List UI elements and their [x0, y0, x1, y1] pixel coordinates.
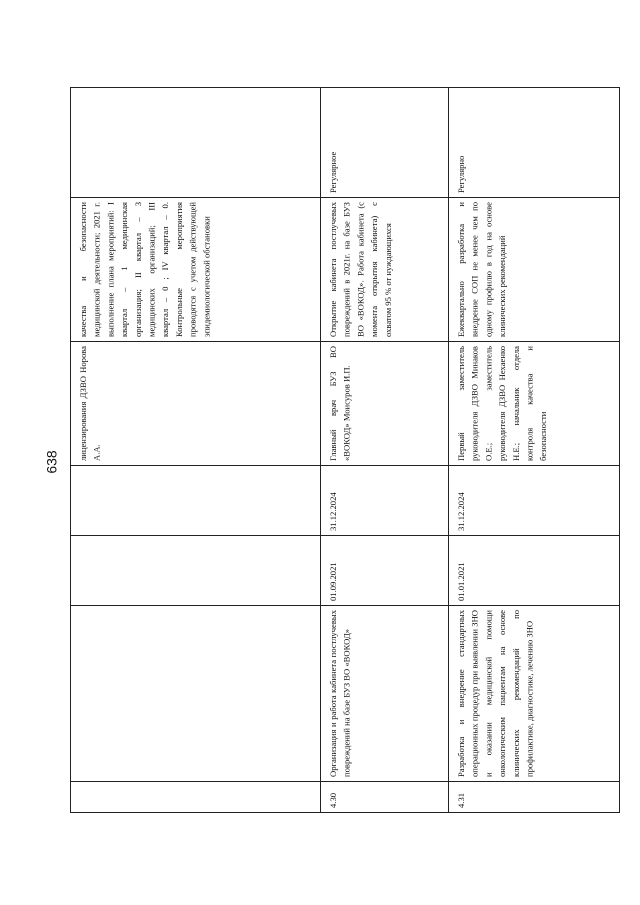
cell-start-date: 01.09.2021 — [321, 536, 448, 606]
cell-number: 4.30 — [328, 792, 338, 808]
cell-indicator: Ежеквартально разработка и внедрение СОП не менее чем по одному профилю в год на основе клинических рекомендаций — [449, 198, 619, 342]
cell-name — [71, 606, 320, 782]
cell-start-date — [71, 536, 320, 606]
cell-indicator: качества и безопасности медицинской деятельности; 2021 г. выполнение плана мероприятий: I квартал – 1 медицинская организация; II квартал – 3 медицинских организаций; III квартал – 0 ; IV квартал – 0. Контрольные мероприятия проводятся с учетом действующей эпидемиологической обстановки — [71, 198, 320, 342]
page-number: 638 — [43, 450, 60, 474]
cell-periodicity — [71, 88, 320, 198]
table-row — [71, 88, 321, 812]
cell-responsible: Главный врач БУЗ ВО «ВОКОД» Моисуров И.П. — [321, 342, 448, 466]
cell-end-date — [71, 466, 320, 536]
cell-start-date: 01.01.2021 — [449, 536, 619, 606]
cell-number — [71, 782, 320, 812]
cell-indicator: Открытие кабинета постлучевых повреждений в 2021г. на базе БУЗ ВО «ВОКОД». Работа кабинета (с момента открытия кабинета) с охватом 95 % от нуждающихся — [321, 198, 448, 342]
table-row — [321, 88, 449, 812]
cell-end-date: 31.12.2024 — [321, 466, 448, 536]
table-row — [449, 88, 619, 812]
plan-table — [70, 87, 620, 813]
cell-name: Организация и работа кабинета постлучевых повреждений на базе БУЗ ВО «ВОКОД» — [321, 606, 448, 782]
cell-responsible: Первый заместитель руководителя ДЗВО Минаков О.Е.; заместитель руководителя ДЗВО Нехаенко Н.Е.; начальник отдела контроля качества и безопасности — [449, 342, 619, 466]
cell-end-date: 31.12.2024 — [449, 466, 619, 536]
cell-name: Разработка и внедрение стандартных операционных процедур при выявлении ЗНО и оказании медицинской помощи онкологическим пациентам на основе клинических рекомендаций по профилактике, диагностике, лечению ЗНО — [449, 606, 619, 782]
cell-periodicity: Регулярное — [321, 88, 448, 198]
cell-periodicity: Регулярно — [449, 88, 619, 198]
cell-number: 4.31 — [456, 792, 466, 808]
cell-responsible: лицензирования ДЗВО Норова А.А. — [71, 342, 320, 466]
